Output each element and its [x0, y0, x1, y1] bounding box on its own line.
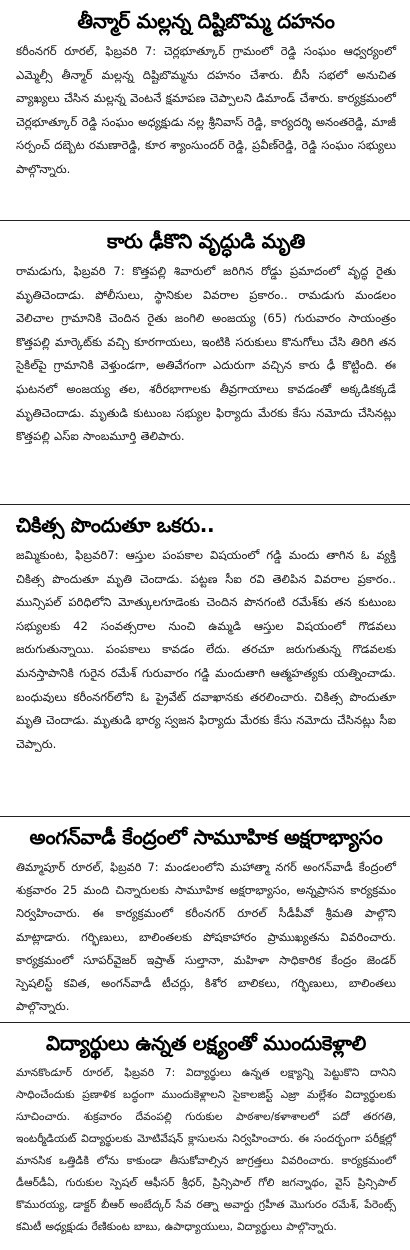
article-body	[16, 260, 396, 449]
article-1	[0, 8, 410, 182]
article-headline: చికిత్స పొందుతూ ఒకరు..	[16, 513, 215, 537]
article-headline: అంగన్‌వాడీ కేంద్రంలో సామూహిక అక్షరాభ్యాసం	[29, 825, 383, 849]
article-text: విద్యార్థులు ఉన్నత లక్ష్యాన్ని పెట్టుకొని దానిని సాధించేందుకు ప్రణాళిక బద్ధంగా ముందుకెళ్లాలని సైకాలజిస్ట్ ఎజ్రా మల్లేశం విద్యార్థులకు సూచించారు. శుక్రవారం దేవంపల్లి గురుకుల పాఠశాల/కళాశాలలో పదో తరగతి, ఇంటర్మీడియట్ విద్యార్థులకు మోటివేషన్ క్లాసులను నిర్వహించారు. ఈ సందర్భంగా పరీక్షల్లో మానసిక ఒత్తిడికి లోను కాకుండా తీసుకోవాల్సిన జాగ్రత్తలు వివరించారు. కార్యక్రమంలో డీఆర్‌డీఏ, గురుకుల స్పెషల్ ఆఫీసర్ శ్రీధర్, ప్రిన్సిపాల్ గోలి జగన్నాథం, వైస్ ప్రిన్సిపాల్ కొమురయ్య, డాక్టర్ బీఆర్ అంబేద్కర్ సేవ రత్నా అవార్డు గ్రహీత మొగురం రమేశ్, పేరెంట్స్ కమిటీ అధ్యక్షుడు రేణికుంట బాబు, ఉపాధ్యాయులు, విద్యార్థులు పాల్గొన్నారు.	[16, 1066, 397, 1233]
article-headline: విద్యార్థులు ఉన్నత లక్ష్యంతో ముందుకెళ్లాలి	[45, 1031, 366, 1055]
article-2	[0, 228, 410, 449]
section-divider	[0, 1022, 410, 1023]
article-5	[0, 1030, 410, 1238]
section-divider	[0, 816, 410, 817]
article-body	[16, 544, 396, 756]
article-dateline: తిమ్మాపూర్ రూరల్, ఫిబ్రవరి 7:	[16, 860, 159, 874]
article-body	[16, 856, 396, 1018]
article-dateline: రామడుగు, ఫిబ్రవరి 7:	[16, 264, 125, 278]
article-4	[0, 824, 410, 1018]
article-text: చెర్లభూత్కూర్ గ్రామంలో రెడ్డి సంఘం ఆధ్వర్యంలో ఎమ్మెల్సీ తీన్మార్ మల్లన్న దిష్టిబొమ్మను దహనం చేశారు. బీసీ సభలో అనుచిత వ్యాఖ్యలు చేసిన మల్లన్న వెంటనే క్షమాపణ చెప్పాలని డిమాండ్ చేశారు. కార్యక్రమంలో చెర్లభూత్కూర్ రెడ్డి సంఘం అధ్యక్షుడు నల్ల శ్రీనివాస్ రెడ్డి, కార్యదర్శి అనంతరెడ్డి, మాజీ సర్పంచ్ దబ్బెట రమణారెడ్డి, కూర శ్యాంసుందర్ రెడ్డి, ప్రవీణ్‌రెడ్డి, రెడ్డి సంఘం సభ్యులు పాల్గొన్నారు.	[16, 44, 396, 176]
article-text: ఆస్తుల పంపకాల విషయంలో గడ్డి మందు తాగిన ఓ వ్యక్తి చికిత్స పొందుతూ మృతి చెందాడు. పట్టణ సీఐ రవి తెలిపిన వివరాల ప్రకారం.. మున్సిపల్ పరిధిలోని మోత్కులగూడెంకు చెందిన పొనగంటి రమేశ్‌కు తన కుటుంబ సభ్యులకు 42 సంవత్సరాల నుంచి ఉమ్మడి ఆస్తుల విషయంలో గొడవలు జరుగుతున్నాయి. పంపకాలు కావడం లేదు. తరచూ జరుగుతున్న గొడవలకు మనస్తాపానికి గురైన రమేశ్ గురువారం గడ్డి మందుతాగి ఆత్మహత్యకు యత్నించాడు. బంధువులు కరీంనగర్‌లోని ఓ ప్రైవేట్ దవాఖానకు తరలించారు. చికిత్స పొందుతూ మృతి చెందాడు. మృతుడి భార్య స్వజన ఫిర్యాదు మేరకు కేసు నమోదు చేసినట్లు సీఐ చెప్పారు.	[16, 548, 396, 751]
article-headline: కారు ఢీకొని వృద్ధుడి మృతి	[106, 229, 306, 253]
article-dateline: కరీంనగర్ రూరల్, ఫిబ్రవరి 7:	[16, 44, 157, 58]
article-headline: తీన్మార్ మల్లన్న దిష్టిబొమ్మ దహనం	[77, 9, 335, 33]
article-dateline: జమ్మికుంట, ఫిబ్రవరి7:	[16, 548, 119, 562]
article-text: కొత్తపల్లి శివారులో జరిగిన రోడ్డు ప్రమాదంలో వృద్ధ రైతు మృతిచెందాడు. పోలీసులు, స్థానికుల వివరాల ప్రకారం.. రామడుగు మండలం వెలిచాల గ్రామానికి చెందిన రైతు జంగిలి అంజయ్య (65) గురువారం సాయంత్రం కొత్తపల్లి మార్కెట్‌కు వచ్చి కూరగాయలు, ఇంటికి సరుకులు కొనుగోలు చేసి తిరిగి తన సైకిల్‌పై గ్రామానికి వెళ్తుండగా, అతివేగంగా ఎదురుగా వచ్చిన కారు ఢీ కొట్టింది. ఈ ఘటనలో అంజయ్య తల, శరీరభాగాలకు తీవ్రగాయాలు కావడంతో అక్కడికక్కడే మృతిచెందాడు. మృతుడి కుటుంబ సభ్యుల ఫిర్యాదు మేరకు కేసు నమోదు చేసినట్లు కొత్తపల్లి ఎస్ఐ సాంబమూర్తి తెలిపారు.	[16, 264, 396, 444]
article-3	[0, 512, 410, 756]
article-dateline: మానకొండూర్ రూరల్, ఫిబ్రవరి 7:	[16, 1066, 176, 1079]
article-body	[16, 1062, 396, 1238]
article-body	[16, 40, 396, 182]
article-text: మండలంలోని మహాత్మా నగర్ అంగన్‌వాడీ కేంద్రంలో శుక్రవారం 25 మంది చిన్నారులకు సామూహిక అక్షరాభ్యాసం, అన్నప్రాసన కార్యక్రమం నిర్వహించారు. ఈ కార్యక్రమంలో కరీంనగర్ రూరల్ సీడీపీవో శ్రీమతి పాల్గొని మాట్లాడారు. గర్భిణులు, బాలింతలకు పోషకాహారం ప్రాముఖ్యతను వివరించారు. కార్యక్రమంలో సూపర్‌వైజర్ ఇష్రాత్ సుల్తానా, మహిళా సాధికారిక కేంద్రం జెండర్ స్పెషలిస్ట్ కవిత, అంగన్‌వాడీ టీచర్లు, కిశోర బాలికలు, గర్భిణులు, బాలింతలు పాల్గొన్నారు.	[16, 860, 396, 1014]
section-divider	[0, 504, 410, 505]
section-divider	[0, 220, 410, 221]
